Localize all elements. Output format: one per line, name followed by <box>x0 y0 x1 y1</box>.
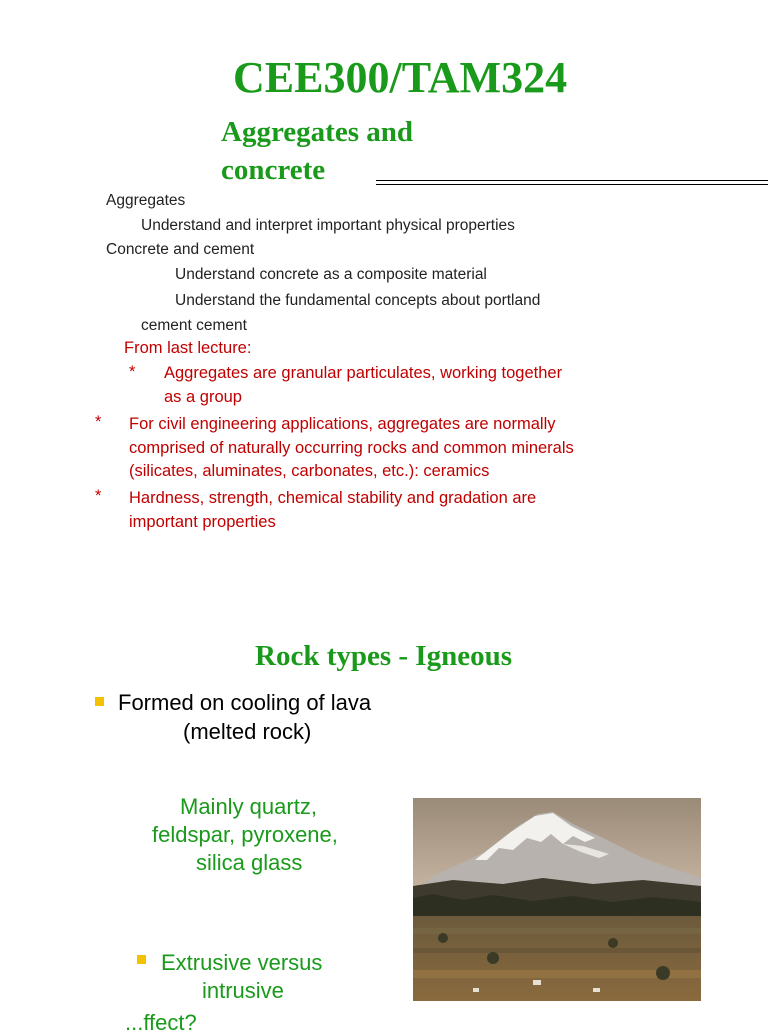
last-lecture-item2-line2: comprised of naturally occurring rocks and common minerals <box>129 439 574 457</box>
outline-concrete-goal2: Understand the fundamental concepts about portland <box>175 292 541 309</box>
mountain-landscape-photo <box>413 798 701 1001</box>
outline-aggregates-goal: Understand and interpret important physical properties <box>141 217 515 234</box>
extrusive-line1: Extrusive versus <box>161 950 323 975</box>
slide-subtitle-line1: Aggregates and <box>221 116 413 148</box>
last-lecture-item1-line1: Aggregates are granular particulates, working together <box>164 364 563 382</box>
last-lecture-heading: From last lecture: <box>124 339 252 357</box>
extrusive-line2: intrusive <box>202 978 284 1003</box>
bullet-square-icon <box>137 955 146 964</box>
outline-aggregates: Aggregates <box>106 192 186 209</box>
slide-subtitle-line2: concrete <box>221 154 326 186</box>
formed-line1: Formed on cooling of lava <box>118 690 372 715</box>
minerals-line2: feldspar, pyroxene, <box>152 822 338 847</box>
formed-line2: (melted rock) <box>183 719 312 744</box>
outline-concrete-goal1: Understand concrete as a composite material <box>175 266 487 283</box>
last-lecture-item2-line1: For civil engineering applications, aggregates are normally <box>129 415 556 433</box>
bullet-star: * <box>95 487 102 505</box>
last-lecture-item1-line2: as a group <box>164 388 242 406</box>
title-divider-2 <box>376 184 768 185</box>
rock-types-title: Rock types - Igneous <box>255 640 512 672</box>
bullet-square-icon <box>95 697 104 706</box>
last-lecture-item2-line3: (silicates, aluminates, carbonates, etc.): ceramics <box>129 462 490 480</box>
bullet-star: * <box>95 413 102 431</box>
outline-concrete: Concrete and cement <box>106 241 255 258</box>
minerals-line1: Mainly quartz, <box>180 794 317 819</box>
minerals-line3: silica glass <box>196 850 303 875</box>
cut-off-text: ...ffect? <box>125 1010 197 1035</box>
last-lecture-item3-line2: important properties <box>129 513 276 531</box>
course-title: CEE300/TAM324 <box>233 53 568 102</box>
bullet-star: * <box>129 363 136 381</box>
outline-concrete-goal2-cont: cement cement <box>141 317 247 334</box>
title-divider <box>376 180 768 181</box>
last-lecture-item3-line1: Hardness, strength, chemical stability and gradation are <box>129 489 537 507</box>
